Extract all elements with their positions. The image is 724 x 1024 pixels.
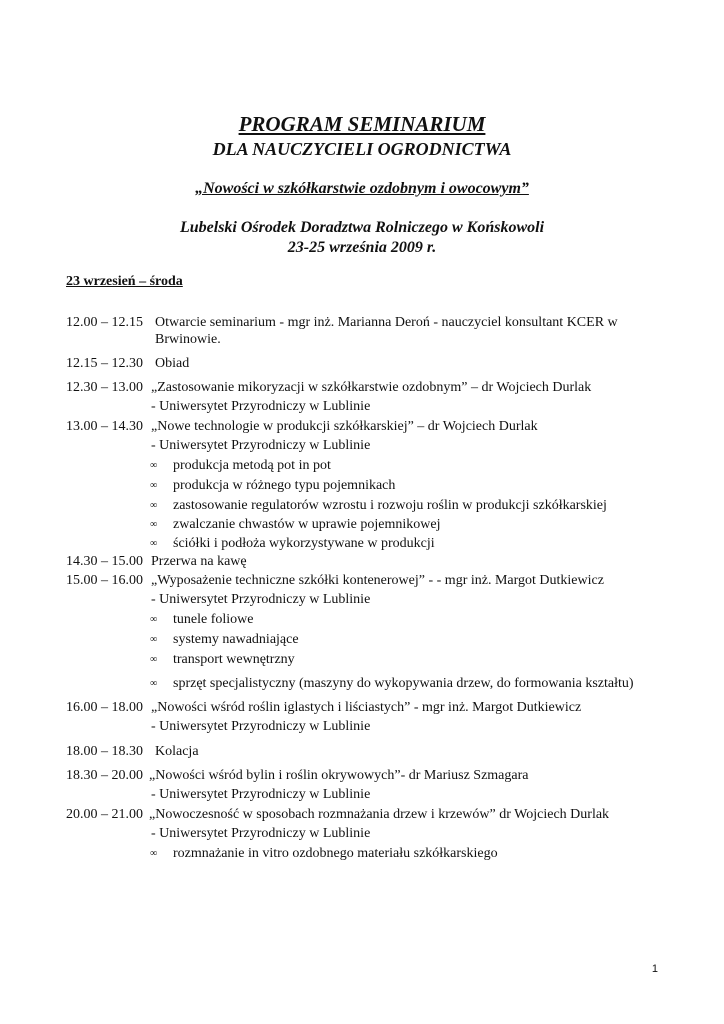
dates: 23-25 września 2009 r. [287,239,437,256]
day-heading: 23 wrzesień – środa [66,274,183,289]
bullet-item: ściółki i podłoża wykorzystywane w produkcji [173,536,435,551]
time-slot: 18.30 – 20.00 [66,768,143,783]
agenda-text-cont: - Uniwersytet Przyrodniczy w Lublinie [151,592,371,607]
agenda-text: „Zastosowanie mikoryzacji w szkółkarstwie ozdobnym” – dr Wojciech Durlak [151,380,592,395]
time-slot: 12.30 – 13.00 [66,380,143,395]
agenda-text: „Nowości wśród bylin i roślin okrywowych”- dr Mariusz Szmagara [149,768,529,783]
infinity-bullet-icon: ∞ [150,480,158,491]
bullet-item: zwalczanie chwastów w uprawie pojemnikowej [173,517,441,532]
time-slot: 12.15 – 12.30 [66,356,143,371]
page-title: PROGRAM SEMINARIUM [238,112,486,136]
infinity-bullet-icon: ∞ [150,654,158,665]
infinity-bullet-icon: ∞ [150,538,158,549]
bullet-item: rozmnażanie in vitro ozdobnego materiału szkółkarskiego [173,846,498,861]
agenda-text: Przerwa na kawę [151,554,247,569]
agenda-text-cont: Brwinowie. [155,332,221,347]
bullet-item: zastosowanie regulatorów wzrostu i rozwoju roślin w produkcji szkółkarskiej [173,498,607,513]
agenda-text: „Nowe technologie w produkcji szkółkarskiej” – dr Wojciech Durlak [151,419,538,434]
agenda-text: Otwarcie seminarium - mgr inż. Marianna Deroń - nauczyciel konsultant KCER w [155,315,618,330]
page-number: 1 [651,963,658,975]
bullet-item: produkcja w różnego typu pojemnikach [173,478,396,493]
infinity-bullet-icon: ∞ [150,500,158,511]
infinity-bullet-icon: ∞ [150,634,158,645]
page-subtitle: DLA NAUCZYCIELI OGRODNICTWA [212,139,512,159]
infinity-bullet-icon: ∞ [150,614,158,625]
bullet-item: produkcja metodą pot in pot [173,458,331,473]
bullet-item: transport wewnętrzny [173,652,295,667]
agenda-text-cont: - Uniwersytet Przyrodniczy w Lublinie [151,399,371,414]
agenda-text: Kolacja [155,744,199,759]
infinity-bullet-icon: ∞ [150,519,158,530]
agenda-text: „Wyposażenie techniczne szkółki kontenerowej” - - mgr inż. Margot Dutkiewicz [151,573,604,588]
bullet-item: tunele foliowe [173,612,254,627]
agenda-text-cont: - Uniwersytet Przyrodniczy w Lublinie [151,719,371,734]
bullet-item: systemy nawadniające [173,632,299,647]
infinity-bullet-icon: ∞ [150,678,158,689]
time-slot: 14.30 – 15.00 [66,554,143,569]
time-slot: 13.00 – 14.30 [66,419,143,434]
time-slot: 15.00 – 16.00 [66,573,143,588]
agenda-text-cont: - Uniwersytet Przyrodniczy w Lublinie [151,826,371,841]
time-slot: 16.00 – 18.00 [66,700,143,715]
infinity-bullet-icon: ∞ [150,848,158,859]
venue: Lubelski Ośrodek Doradztwa Rolniczego w Końskowoli [179,219,545,236]
time-slot: 18.00 – 18.30 [66,744,143,759]
bullet-item: sprzęt specjalistyczny (maszyny do wykopywania drzew, do formowania kształtu) [173,676,634,691]
infinity-bullet-icon: ∞ [150,460,158,471]
agenda-text: „Nowoczesność w sposobach rozmnażania drzew i krzewów” dr Wojciech Durlak [149,807,610,822]
time-slot: 20.00 – 21.00 [66,807,143,822]
agenda-text: Obiad [155,356,190,371]
agenda-text-cont: - Uniwersytet Przyrodniczy w Lublinie [151,438,371,453]
agenda-text-cont: - Uniwersytet Przyrodniczy w Lublinie [151,787,371,802]
time-slot: 12.00 – 12.15 [66,315,143,330]
agenda-text: „Nowości wśród roślin iglastych i liściastych” - mgr inż. Margot Dutkiewicz [151,700,582,715]
seminar-theme: „Nowości w szkółkarstwie ozdobnym i owocowym” [195,180,529,197]
